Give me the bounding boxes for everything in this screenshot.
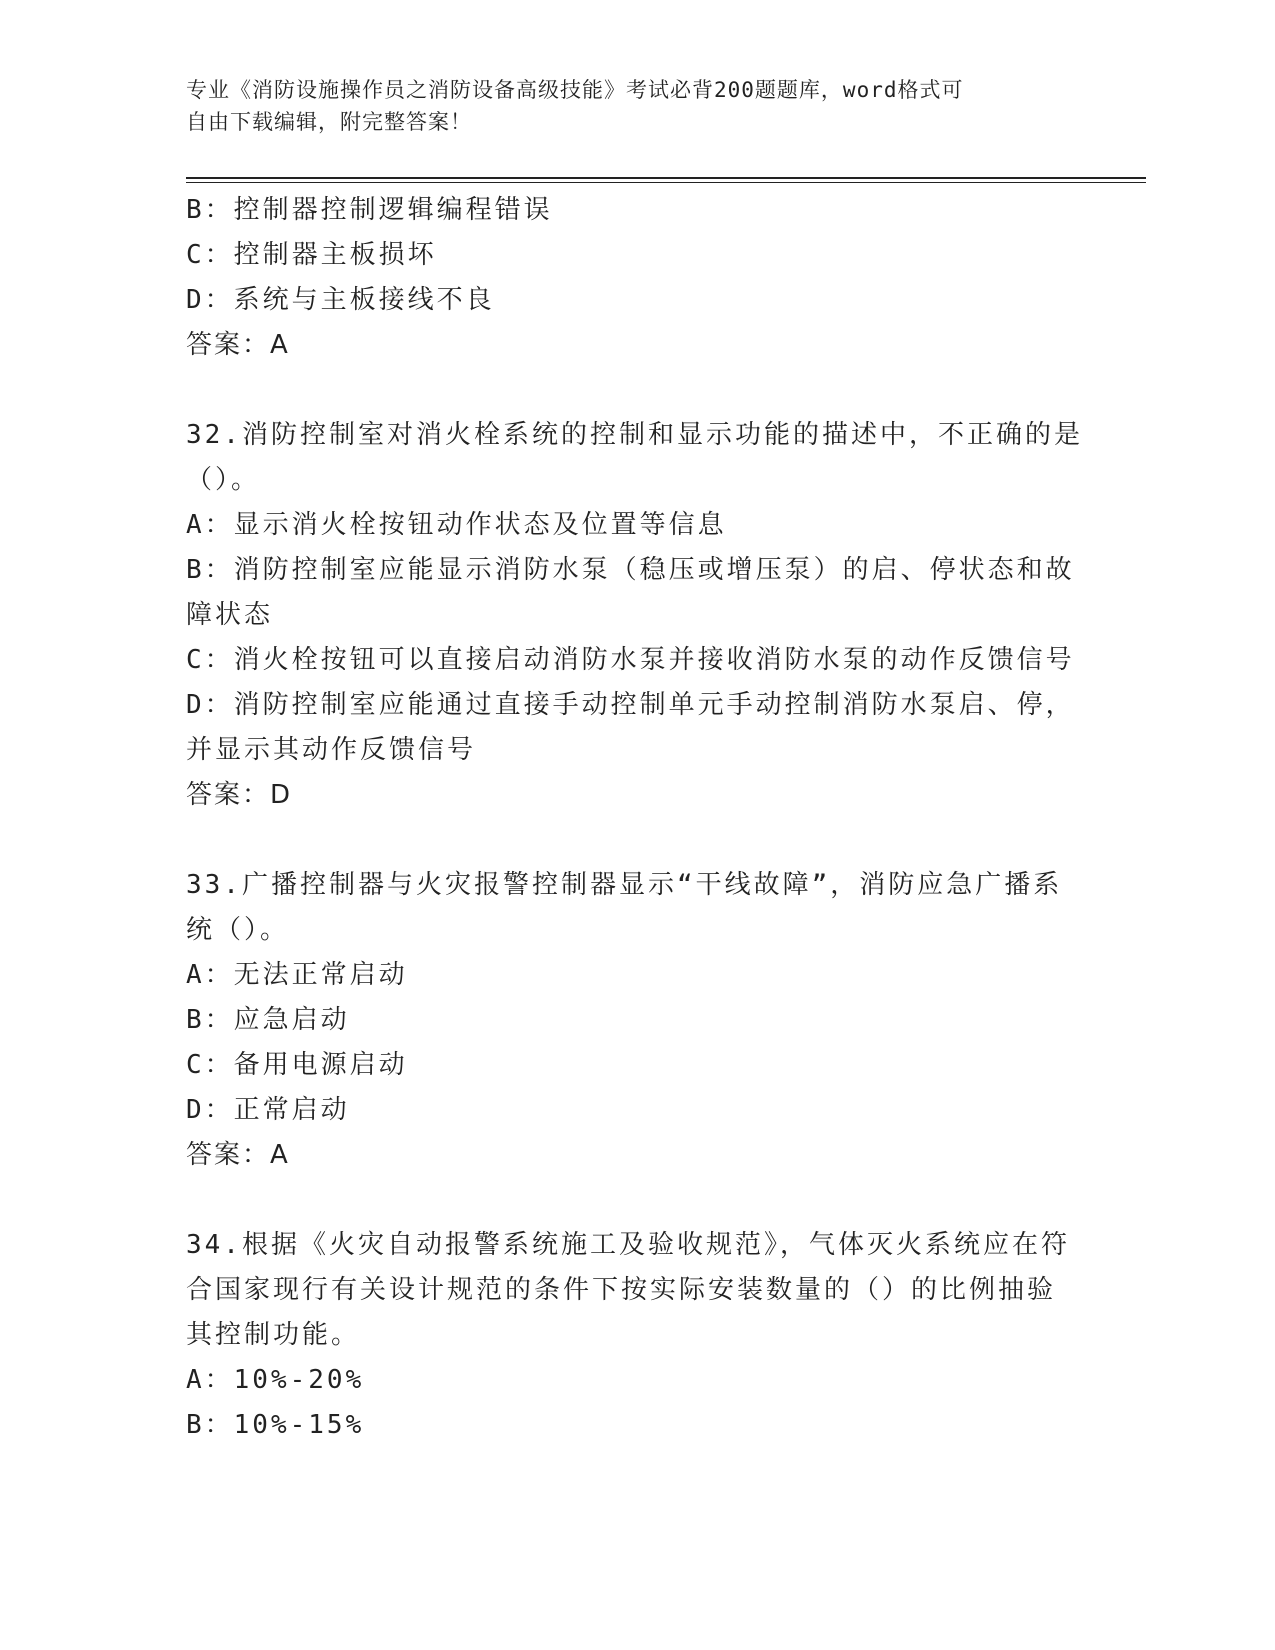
option-b: B：消防控制室应能显示消防水泵（稳压或增压泵）的启、停状态和故	[186, 555, 1075, 585]
option-b-cont: 障状态	[186, 600, 274, 630]
option-c: C：控制器主板损坏	[186, 240, 437, 270]
header-line-2: 自由下载编辑，附完整答案！	[186, 110, 472, 134]
document-header	[186, 74, 1066, 138]
question-stem-cont: 其控制功能。	[186, 1320, 361, 1350]
question-34	[186, 1223, 1070, 1448]
question-stem-cont: 统（）。	[186, 915, 290, 945]
answer: 答案：A	[186, 1140, 290, 1170]
option-d-cont: 并显示其动作反馈信号	[186, 735, 477, 765]
answer: 答案：A	[186, 330, 290, 360]
question-stem: 33.广播控制器与火灾报警控制器显示“干线故障”，消防应急广播系	[186, 870, 1063, 900]
option-c: C：备用电源启动	[186, 1050, 408, 1080]
option-d: D：正常启动	[186, 1095, 350, 1125]
question-stem-cont: （）。	[186, 465, 261, 495]
answer: 答案：D	[186, 780, 293, 810]
option-b: B：应急启动	[186, 1005, 350, 1035]
question-stem: 32.消防控制室对消火栓系统的控制和显示功能的描述中，不正确的是	[186, 420, 1083, 450]
header-rule-thick	[186, 177, 1146, 179]
option-b: B：控制器控制逻辑编程错误	[186, 195, 553, 225]
option-b: B：10%-15%	[186, 1410, 365, 1440]
question-33	[186, 863, 1066, 1178]
question-stem: 34.根据《火灾自动报警系统施工及验收规范》，气体灭火系统应在符	[186, 1230, 1070, 1260]
question-stem-cont: 合国家现行有关设计规范的条件下按实际安装数量的（）的比例抽验	[186, 1275, 1057, 1305]
question-list	[186, 188, 1083, 1448]
option-a: A：无法正常启动	[186, 960, 408, 990]
question-31-tail	[186, 188, 1066, 368]
option-d: D：消防控制室应能通过直接手动控制单元手动控制消防水泵启、停，	[186, 690, 1075, 720]
header-rule-thin	[186, 182, 1146, 183]
option-d: D：系统与主板接线不良	[186, 285, 495, 315]
option-a: A：显示消火栓按钮动作状态及位置等信息	[186, 510, 727, 540]
header-line-1: 专业《消防设施操作员之消防设备高级技能》考试必背200题题库，word格式可	[186, 78, 964, 102]
question-32	[186, 413, 1083, 818]
option-a: A：10%-20%	[186, 1365, 365, 1395]
option-c: C：消火栓按钮可以直接启动消防水泵并接收消防水泵的动作反馈信号	[186, 645, 1075, 675]
